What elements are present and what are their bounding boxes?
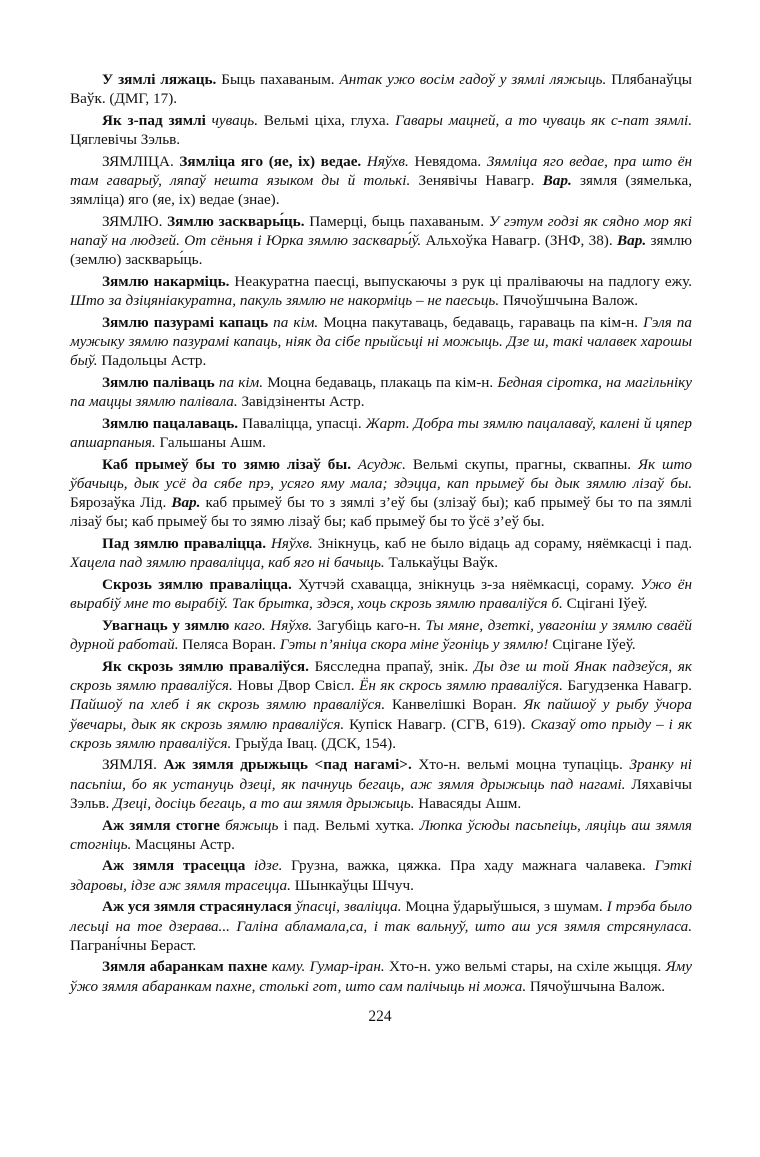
headword: Зямліца яго (яе, іх) ведае.	[179, 152, 362, 170]
entry-text: каб прымеў бы то з зямлі з’еў бы (злізаў бы); каб прымеў бы то па зямлі лізаў бы; каб прымеў бы то зямю лізаў бы; каб прымеў бы то ўсё з’еў бы.	[70, 494, 692, 531]
entry-text: ЗЯМЛІЦА.	[102, 152, 180, 170]
entry-text: Зенявічы Навагр.	[410, 172, 543, 190]
usage-text: Ён як скрось зямлю праваліўся.	[359, 677, 563, 695]
entry-text: Хто-н. ужо вельмі стары, на схіле жыцця.	[384, 958, 666, 976]
usage-text: Няўхв.	[270, 535, 313, 553]
entry-text: Бярозаўка Лід.	[70, 494, 172, 512]
entry-text: Гальшаны Ашм.	[155, 434, 266, 452]
headword: Каб прымеў бы то зямю лізаў бы.	[102, 455, 352, 473]
entry-text: Купіск Навагр. (СГВ, 619).	[344, 715, 531, 733]
entry-text: Моцна бедаваць, плакаць па кім-н.	[263, 374, 498, 392]
headword: У зямлі ляжаць.	[102, 71, 217, 88]
entry-text: Сцігані Іўеў.	[562, 595, 648, 613]
usage-text: каго. Няўхв.	[234, 616, 313, 634]
usage-text: Яму ўжо зямля абаранкам пахне, столькі гот, што сам палічыць ні можа.	[70, 958, 692, 995]
dictionary-entry	[70, 575, 692, 613]
headword: Як з-пад зямлі	[102, 111, 206, 129]
entry-text: Моцна ўдарыўшыся, з шумам.	[401, 898, 607, 916]
usage-text: Антак ужо восім гадоў у зямлі ляжыць.	[339, 71, 607, 88]
usage-text: Як што ўбачыць, дык усё да сябе прэ, усяго яму мала; здэцца, кап прымеў бы дык зямлю лізаў бы.	[70, 455, 692, 493]
entry-text: Вельмі скупы, прагны, сквапны.	[405, 455, 638, 473]
usage-text: чуваць.	[211, 111, 259, 129]
usage-text: Зранку ні пасьпіш, бо як устануць дзеці, як пачнуць бегаць, аж зямля дрыжыць пад нагамі.	[70, 756, 692, 793]
dictionary-entry	[70, 152, 692, 210]
entry-text: Вельмі ціха, глуха.	[258, 111, 396, 129]
dictionary-entry	[70, 616, 692, 654]
entry-text: зямля (зямелька, зямліца) яго (яе, іх) ведае (знае).	[70, 172, 692, 209]
entry-text: зямлю (землю) засквары́ць.	[70, 232, 693, 269]
headword: Пад зямлю праваліцца.	[102, 535, 267, 553]
usage-text: бяжыць	[225, 816, 279, 834]
entry-text: Памерці, быць пахаваным.	[304, 212, 489, 230]
entry-text: Грыўда Івац. (ДСК, 154).	[231, 734, 397, 752]
usage-text: каму. Гумар-іран.	[271, 958, 385, 976]
usage-text: Жарт. Добра ты зямлю пацалаваў, калені й цяпер апшарпаныя.	[70, 414, 692, 452]
entry-text: Невядома.	[408, 152, 487, 170]
entry-text: Канвелішкі Воран.	[385, 696, 524, 714]
entry-text: Загубіць каго-н.	[312, 616, 426, 634]
entry-text: Пячоўшчына Валож.	[526, 977, 665, 995]
entry-text: Завідзіненты Астр.	[237, 393, 365, 411]
headword: Увагнаць у зямлю	[102, 616, 230, 634]
headword: Зямлю пацалаваць.	[102, 414, 239, 432]
entry-text: Новы Двор Свісл.	[232, 677, 360, 695]
entry-text: Быць пахаваным.	[216, 71, 340, 88]
entry-text: Неакуратна паесці, выпускаючы з рук ці праліваючы на падлогу ежу.	[229, 273, 692, 291]
headword: Аж зямля дрыжыць <пад нагамі>.	[163, 756, 412, 774]
entry-text: Талькаўцы Ваўк.	[384, 554, 499, 572]
entry-text: ЗЯМЛЮ.	[102, 212, 168, 230]
dictionary-entry	[70, 957, 692, 995]
usage-text: Люпка ўсюды пасьпеіць, ляціць аш зямля стогніць.	[70, 816, 692, 853]
entry-text: Бясследна прапаў, знік.	[308, 657, 474, 675]
usage-text: Ды дзе ш той Янак падзеўся, як скрозь зямлю праваліўся.	[70, 657, 692, 695]
headword: Зямлю паліваць	[102, 374, 215, 392]
usage-text: І трэба было лесьці на тое дзерава... Галіна абламала,са, і так вальнуў, што аш уся зямля стрсянуласа.	[70, 898, 692, 935]
entry-text: і пад. Вельмі хутка.	[278, 816, 420, 834]
usage-text: Асудж.	[357, 455, 406, 473]
entry-text: Цяглевічы Зэльв.	[70, 131, 181, 149]
page-number: 224	[368, 1008, 392, 1025]
usage-text: Гавары мацней, а то чуваць як с-пат зямлі.	[395, 111, 693, 129]
dictionary-page	[70, 70, 692, 998]
entry-text: Шынкаўцы Шчуч.	[290, 876, 414, 894]
usage-text: Гэткі здаровы, ідзе аж зямля трасецца.	[70, 857, 693, 894]
usage-text: Ужо ён вырабіў мне то вырабіў. Так брытка, здэся, хоць скрозь зямлю праваліўся б.	[70, 576, 692, 613]
dictionary-entry	[70, 70, 692, 108]
dictionary-entry	[70, 455, 692, 532]
usage-text: Што за дзіцяніакуратна, пакуль зямлю не накорміць – не паесьць.	[70, 292, 500, 310]
entry-text: Ляхавічы Зэльв.	[70, 775, 692, 812]
usage-text: Гэты п’яніца скора міне ўгоніць у зямлю!	[279, 636, 549, 654]
dictionary-entry	[70, 373, 692, 411]
headword: Як скрозь зямлю праваліўся.	[102, 657, 309, 675]
entry-text: Масцяны Астр.	[131, 835, 235, 853]
dictionary-entry	[70, 755, 692, 813]
entry-text: Знікнуць, каб не было відаць ад сораму, няёмкасці і пад.	[312, 535, 692, 553]
usage-text: Няўхв.	[366, 152, 409, 170]
headword: Аж зямля трасецца	[102, 857, 246, 875]
variant-label: Вар.	[617, 232, 647, 250]
usage-text: Хацела пад зямлю праваліцца, каб яго ні бачыць.	[70, 554, 385, 572]
entry-text: Альхоўка Навагр. (ЗНФ, 38).	[421, 232, 618, 250]
dictionary-entry	[70, 272, 692, 310]
entry-text: Грузна, важка, цяжка. Пра хаду мажнага чалавека.	[282, 857, 655, 875]
headword: Зямлю засквары́ць.	[167, 212, 305, 230]
entry-text: Хто-н. вельмі моцна тупаціць.	[411, 756, 630, 774]
dictionary-entry	[70, 212, 692, 270]
entry-text: Моцна пакутаваць, бедаваць, гараваць па кім-н.	[318, 313, 644, 331]
entry-text: Багудзенка Навагр.	[562, 677, 692, 695]
dictionary-entry	[70, 313, 692, 371]
usage-text: Зямліца яго ведае, пра што ён там гаварыў, ляпаў нешта языком ды й толькі.	[70, 152, 693, 190]
usage-text: Гэля па мужыку зямлю пазурамі капаць, ніяк да сібе прыйсьці ні можыць. Дзе ш, такі чалавек харошы быў.	[70, 313, 692, 370]
dictionary-entry	[70, 816, 692, 854]
usage-text: Сказаў ото прыду – і як скрозь зямлю праваліўся.	[70, 715, 692, 752]
headword: Аж уся зямля страсянулася	[102, 898, 292, 916]
entry-text: Пячоўшчына Валож.	[499, 292, 639, 310]
entry-text: Пеляса Воран.	[178, 636, 280, 654]
entry-text: Хутчэй схавацца, знікнуць з-за няёмкасці, сораму.	[291, 576, 641, 594]
usage-text: Як пайшоў у рыбу ўчора ўвечары, дык як скрозь зямлю праваліўся.	[70, 696, 693, 733]
dictionary-entry	[70, 657, 692, 753]
headword: Зямлю накарміць.	[102, 273, 230, 291]
usage-text: Пайшоў па хлеб і як скрозь зямлю праваліўся.	[70, 696, 386, 714]
headword: Зямлю пазурамі капаць	[102, 313, 269, 331]
entry-text: Паваліцца, упасці.	[238, 414, 366, 432]
usage-text: Бедная сіротка, на магільніку па маццы зямлю палівала.	[70, 374, 693, 411]
usage-text: У гэтум годзі як сядно мор які напаў на людзей. От сёньня і Юрка зямлю засквары́ў.	[70, 212, 692, 250]
usage-text: па кім.	[273, 313, 319, 331]
usage-text: па кім.	[218, 374, 264, 392]
headword: Аж зямля стогне	[102, 816, 220, 834]
entry-text	[245, 857, 254, 874]
headword: Скрозь зямлю праваліцца.	[102, 576, 292, 594]
entry-text: Плябанаўцы Ваўк. (ДМГ, 17).	[70, 71, 692, 108]
dictionary-entry	[70, 856, 692, 894]
dictionary-entry	[70, 897, 692, 955]
dictionary-entry	[70, 414, 692, 452]
entry-text: Сцігане Іўеў.	[548, 636, 636, 654]
dictionary-entry	[70, 111, 692, 149]
headword: Зямля абаранкам пахне	[102, 958, 268, 976]
usage-text: Ты мяне, дзеткі, увагоніш у зямлю сваёй дурной работай.	[70, 616, 692, 654]
variant-label: Вар.	[171, 494, 201, 512]
entry-text: Навасяды Ашм.	[414, 794, 522, 812]
usage-text: Дзеці, досіць бегаць, а то аш зямля дрыжыць.	[113, 794, 415, 812]
usage-text: ідзе.	[254, 857, 283, 875]
usage-text: ўпасці, зваліцца.	[295, 898, 402, 916]
entry-text: Падольцы Астр.	[97, 352, 207, 370]
variant-label: Вар.	[542, 172, 572, 190]
dictionary-entry	[70, 534, 692, 572]
entry-text: Паграні́чны Бераст.	[70, 936, 197, 954]
entry-text: ЗЯМЛЯ.	[102, 756, 164, 774]
entry-text	[351, 456, 358, 473]
